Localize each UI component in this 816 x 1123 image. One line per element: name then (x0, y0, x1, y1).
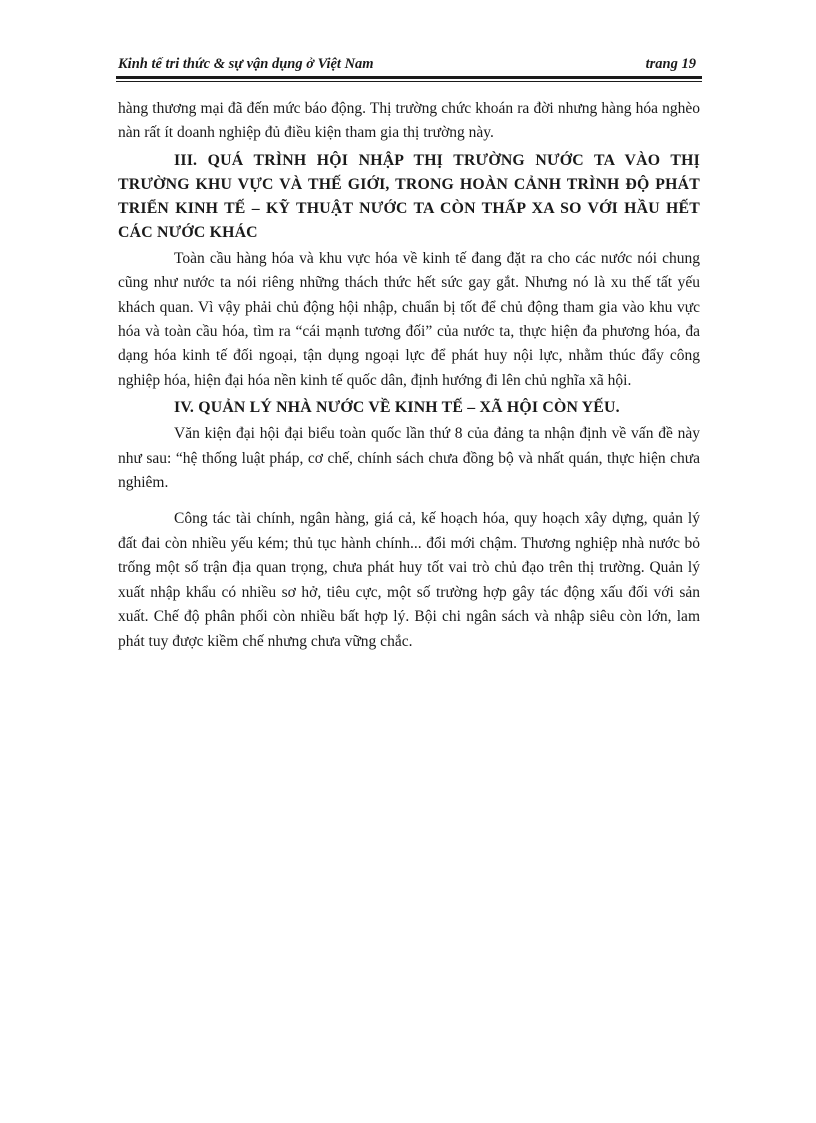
header-rule-thin (116, 81, 702, 82)
running-header (118, 54, 700, 76)
section-heading-iii: III. QUÁ TRÌNH HỘI NHẬP THỊ TRƯỜNG NƯỚC TA VÀO THỊ TRƯỜNG KHU VỰC VÀ THẾ GIỚI, TRONG HOÀN CẢNH TRÌNH ĐỘ PHÁT TRIỂN KINH TẾ – KỸ THUẬT NƯỚC TA CÒN THẤP XA SO VỚI HẦU HẾT CÁC NƯỚC KHÁC (118, 151, 700, 241)
header-title: Kinh tế tri thức & sự vận dụng ở Việt Nam (118, 56, 374, 72)
page-number: trang 19 (645, 56, 696, 72)
paragraph-continuation: hàng thương mại đã đến mức báo động. Thị trường chức khoán ra đời nhưng hàng hóa nghèo nàn rất ít doanh nghiệp đủ điều kiện tham gia thị trường này. (118, 100, 700, 142)
paragraph-gap (118, 495, 700, 507)
paragraph-weaknesses: Công tác tài chính, ngân hàng, giá cả, kế hoạch hóa, quy hoạch xây dựng, quản lý đất đai còn nhiều yếu kém; thủ tục hành chính... đổi mới chậm. Thương nghiệp nhà nước bỏ trống một số trận địa quan trọng, chưa phát huy tốt vai trò chủ đạo trên thị trường. Quản lý xuất nhập khẩu có nhiều sơ hở, tiêu cực, một số trường hợp gây tác động xấu đối với sản xuất. Chế độ phân phối còn nhiều bất hợp lý. Bội chi ngân sách và nhập siêu còn lớn, lam phát tuy được kiềm chế nhưng chưa vững chắc. (118, 510, 700, 650)
page-body (118, 97, 700, 654)
paragraph-integration: Toàn cầu hàng hóa và khu vực hóa về kinh tế đang đặt ra cho các nước nói chung cũng như nước ta nói riêng những thách thức hết sức gay gắt. Nhưng nó là xu thế tất yếu khách quan. Vì vậy phải chủ động hội nhập, chuẩn bị tốt để chủ động tham gia vào khu vực hóa và toàn cầu hóa, tìm ra “cái mạnh tương đối” của nước ta, thực hiện đa phương hóa, đa dạng hóa kinh tế đối ngoại, tận dụng ngoại lực để phát huy nội lực, nhằm thúc đẩy công nghiệp hóa, hiện đại hóa nền kinh tế quốc dân, định hướng đi lên chủ nghĩa xã hội. (118, 249, 700, 389)
section-heading-iv: IV. QUẢN LÝ NHÀ NƯỚC VỀ KINH TẾ – XÃ HỘI CÒN YẾU. (174, 399, 620, 417)
paragraph-congress-document: Văn kiện đại hội đại biểu toàn quốc lần thứ 8 của đảng ta nhận định về vấn đề này như sau: “hệ thống luật pháp, cơ chế, chính sách chưa đồng bộ và nhất quán, thực hiện chưa nghiêm. (118, 425, 700, 492)
header-rule (116, 76, 702, 79)
